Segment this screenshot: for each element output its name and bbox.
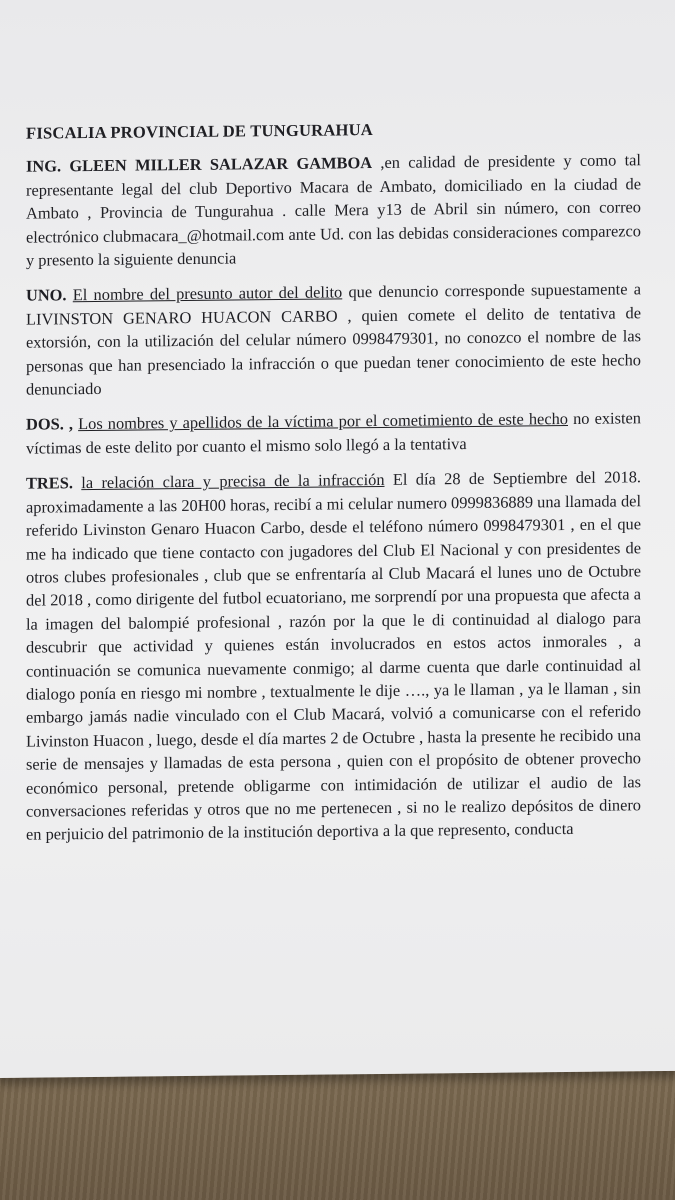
section-uno bbox=[26, 278, 641, 401]
table-surface bbox=[0, 1060, 675, 1200]
section-dos bbox=[26, 407, 641, 460]
section-tres-text: El día 28 de Septiembre del 2018. aproximadamente a las 20H00 horas, recibí a mi celular numero 0999836889 una llamada del referido Livinston Genaro Huacon Carbo, desde el teléfono número 0998479301 , en el que me ha indicado que tiene contacto con jugadores del Club El Nacional y con presidentes de otros clubes profesionales , club que se enfrentaría al Club Macará el lunes uno de Octubre del 2018 , como dirigente del futbol ecuatoriano, me sorprendí por una propuesta que afecta a la imagen del balompié profesional , razón por la que le di continuidad al dialogo para descubrir que actividad y quienes están involucrados en estos actos inmorales , a continuación se comunica nuevamente conmigo; al darme cuenta que darle continuidad al dialogo ponía en riesgo mi nombre , textualmente le dije …., ya le llaman , ya le llaman , sin embargo jamás nadie vinculado con el Club Macará, volvió a comunicarse con el referido Livinston Huacon , luego, desde el día martes 2 de Octubre , hasta la presente he recibido una serie de mensajes y llamadas de esta persona , quien con el propósito de obtener provecho económico personal, pretende obligarme con intimidación de utilizar el audio de las conversaciones referidas y otros que no me pertenecen , si no le realizo depósitos de dinero en perjuicio del patrimonio de la institución deportiva a la que represento, conducta bbox=[26, 467, 641, 845]
section-uno-label: UNO. bbox=[26, 285, 67, 306]
section-tres bbox=[26, 466, 641, 847]
document-body bbox=[26, 115, 641, 858]
section-tres-label: TRES. bbox=[26, 473, 73, 493]
document-heading: FISCALIA PROVINCIAL DE TUNGURAHUA bbox=[26, 120, 373, 143]
intro-text: ,en calidad de presidente y como tal representante legal del club Deportivo Macara de Ambato, domiciliado en la ciudad de Ambato , Provincia de Tungurahua . calle Mera y13 de Abril sin número, con correo electrónico clubmacara_@hotmail.com ante Ud. con las debidas consideraciones comparezco y presento la siguiente denuncia bbox=[26, 150, 641, 270]
section-dos-text: no existen víctimas de este delito por cuanto el mismo solo llegó a la tentativa bbox=[26, 408, 642, 458]
section-tres-title: la relación clara y precisa de la infracción bbox=[81, 470, 385, 493]
section-uno-text: que denuncio corresponde supuestamente a LIVINSTON GENARO HUACON CARBO , quien comete el delito de tentativa de extorsión, con la utilización del celular número 0998479301, no conozco el nombre de las personas que han presenciado la infracción o que puedan tener conocimiento de este hecho denunciado bbox=[26, 279, 641, 399]
complainant-name: ING. GLEEN MILLER SALAZAR GAMBOA bbox=[26, 153, 373, 177]
section-dos-label: DOS. , bbox=[26, 414, 73, 435]
section-dos-title: Los nombres y apellidos de la víctima por el cometimiento de este hecho bbox=[78, 409, 568, 434]
section-uno-title: El nombre del presunto autor del delito bbox=[72, 282, 343, 305]
intro-paragraph bbox=[26, 149, 641, 272]
